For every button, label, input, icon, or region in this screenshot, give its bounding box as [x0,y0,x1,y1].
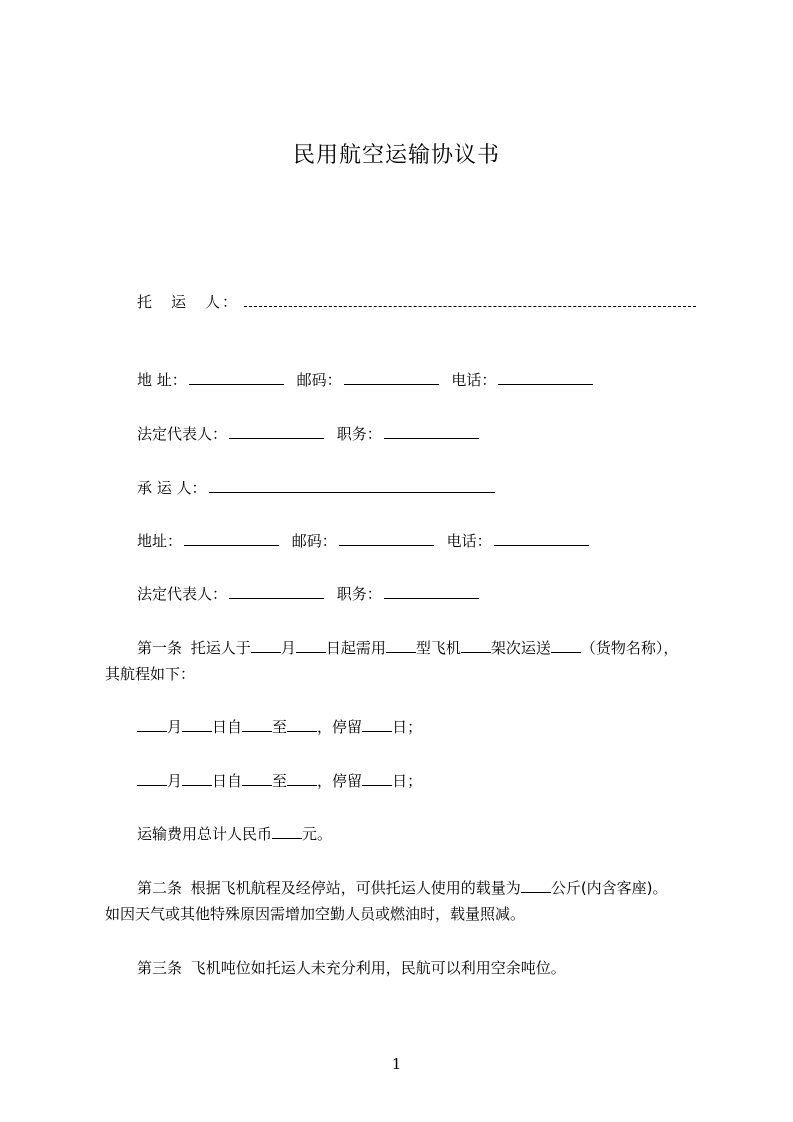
party-b-postcode-field[interactable] [339,531,434,546]
route-2-line [137,770,422,792]
party-b-position-field[interactable] [384,584,479,599]
route-2-stay-label: ，停留 [317,772,363,790]
route-1-day-end-label: 日； [392,718,423,736]
party-b-address-field[interactable] [184,531,279,546]
article-2-line-2 [105,903,525,925]
article-3-line [137,957,566,979]
cost-prefix: 运输费用总计人民币 [137,825,273,843]
article-1-text-1: 托运人于 [190,639,251,657]
route-1-from-label: 日自 [212,718,243,736]
article-1-text-4: 型飞机 [415,639,461,657]
route-1-destination-field[interactable] [287,717,317,732]
article-1-text-6: （货物名称）， [580,639,679,657]
route-1-month-field[interactable] [137,717,167,732]
carrier-label: 承 运 人： [137,479,207,497]
article-1-model-field[interactable] [386,638,416,653]
party-b-phone-label: 电话： [446,532,492,550]
article-1-line-1 [137,637,678,659]
route-1-stay-label: ，停留 [317,718,363,736]
article-1-text-2: 月 [280,639,296,657]
route-2-destination-field[interactable] [287,771,317,786]
cost-field[interactable] [272,824,302,839]
party-a-address-label: 地 址： [137,371,187,389]
route-2-month-label: 月 [167,772,183,790]
route-2-origin-field[interactable] [242,771,272,786]
party-a-address-line [137,369,595,391]
party-b-address-line [137,530,591,552]
article-2-text-b: 公斤(内含客座)。 [550,879,668,897]
carrier-line [137,477,497,499]
party-a-postcode-field[interactable] [344,370,439,385]
article-3-text: 飞机吨位如托运人未充分利用，民航可以利用空余吨位。 [190,959,566,977]
document-title: 民用航空运输协议书 [292,143,500,168]
carrier-field[interactable] [209,478,495,493]
party-a-position-label: 职务： [336,425,382,443]
route-1-day-field[interactable] [182,717,212,732]
article-2-text-a: 根据飞机航程及经停站，可供托运人使用的载量为 [190,879,521,897]
article-1-text-7: 其航程如下： [105,665,196,683]
route-2-stay-field[interactable] [362,771,392,786]
route-2-month-field[interactable] [137,771,167,786]
party-a-address-field[interactable] [189,370,284,385]
article-2-text-c: 如因天气或其他特殊原因需增加空勤人员或燃油时，载量照减。 [105,905,526,923]
consignor-label: 托 运 人： [137,293,240,311]
party-a-postcode-label: 邮码： [296,371,342,389]
party-a-phone-label: 电话： [451,371,497,389]
article-1-line-2 [105,663,195,685]
route-1-month-label: 月 [167,718,183,736]
consignor-field[interactable] [244,292,696,307]
article-1-day-field[interactable] [296,638,326,653]
party-b-legal-rep-label: 法定代表人： [137,585,228,603]
party-b-legal-rep-field[interactable] [229,584,324,599]
article-1-cargo-field[interactable] [551,638,581,653]
route-1-to-label: 至 [272,718,288,736]
party-b-postcode-label: 邮码： [291,532,337,550]
page-number: 1 [391,1055,402,1073]
article-2-line-1 [137,877,668,899]
route-2-day-end-label: 日； [392,772,423,790]
article-1-heading: 第一条 [137,639,183,657]
article-1-text-3: 日起需用 [325,639,386,657]
consignor-line [137,291,696,313]
article-2-heading: 第二条 [137,879,183,897]
route-1-origin-field[interactable] [242,717,272,732]
route-1-line [137,716,422,738]
party-b-address-label: 地址： [137,532,183,550]
cost-suffix: 元。 [302,825,333,843]
article-1-text-5: 架次运送 [490,639,551,657]
route-1-stay-field[interactable] [362,717,392,732]
article-1-sorties-field[interactable] [461,638,491,653]
route-2-from-label: 日自 [212,772,243,790]
party-b-phone-field[interactable] [494,531,589,546]
article-3-heading: 第三条 [137,959,183,977]
party-b-position-label: 职务： [336,585,382,603]
article-2-load-field[interactable] [521,878,551,893]
party-a-phone-field[interactable] [498,370,593,385]
article-1-month-field[interactable] [251,638,281,653]
cost-line [137,823,332,845]
party-a-legal-rep-label: 法定代表人： [137,425,228,443]
party-a-position-field[interactable] [384,424,479,439]
route-2-to-label: 至 [272,772,288,790]
party-a-legal-rep-line [137,423,481,445]
party-a-legal-rep-field[interactable] [229,424,324,439]
party-b-legal-rep-line [137,583,481,605]
route-2-day-field[interactable] [182,771,212,786]
